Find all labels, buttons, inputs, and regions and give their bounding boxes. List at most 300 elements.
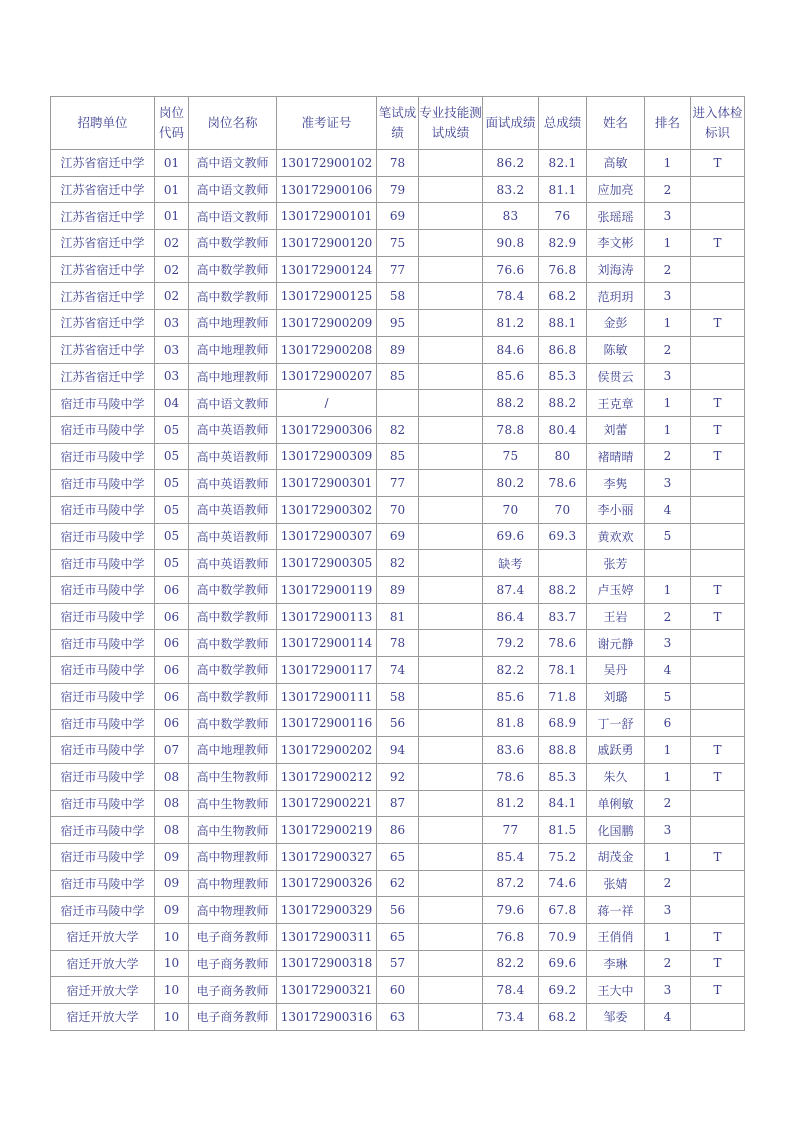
medical-mark-cell	[691, 496, 745, 523]
rank-cell: 3	[645, 817, 691, 844]
medical-mark-cell: T	[691, 150, 745, 177]
written-score-cell: 79	[377, 176, 419, 203]
post-code-cell: 07	[155, 737, 189, 764]
written-score-cell: 89	[377, 336, 419, 363]
post-code-cell: 01	[155, 176, 189, 203]
post-name-cell: 高中数学教师	[189, 283, 277, 310]
written-score-cell: 65	[377, 843, 419, 870]
unit-cell: 宿迁市马陵中学	[51, 577, 155, 604]
table-row	[51, 1004, 745, 1031]
ticket-no-cell: 130172900321	[277, 977, 377, 1004]
header-written-score: 笔试成绩	[377, 97, 419, 150]
written-score-cell: 77	[377, 470, 419, 497]
table-row	[51, 657, 745, 684]
table-row	[51, 843, 745, 870]
total-score-cell: 88.2	[539, 390, 587, 417]
post-name-cell: 高中英语教师	[189, 550, 277, 577]
name-cell: 刘海涛	[587, 256, 645, 283]
skill-score-cell	[419, 763, 483, 790]
name-cell: 张婧	[587, 870, 645, 897]
table-row	[51, 950, 745, 977]
post-name-cell: 高中英语教师	[189, 470, 277, 497]
ticket-no-cell: 130172900111	[277, 683, 377, 710]
rank-cell: 1	[645, 763, 691, 790]
skill-score-cell	[419, 737, 483, 764]
total-score-cell: 81.5	[539, 817, 587, 844]
skill-score-cell	[419, 710, 483, 737]
ticket-no-cell: 130172900207	[277, 363, 377, 390]
interview-score-cell: 87.4	[483, 577, 539, 604]
skill-score-cell	[419, 683, 483, 710]
ticket-no-cell: 130172900306	[277, 416, 377, 443]
unit-cell: 宿迁市马陵中学	[51, 657, 155, 684]
ticket-no-cell: 130172900116	[277, 710, 377, 737]
skill-score-cell	[419, 443, 483, 470]
written-score-cell: 56	[377, 710, 419, 737]
interview-score-cell: 86.2	[483, 150, 539, 177]
skill-score-cell	[419, 923, 483, 950]
ticket-no-cell: 130172900302	[277, 496, 377, 523]
written-score-cell: 78	[377, 630, 419, 657]
written-score-cell: 82	[377, 416, 419, 443]
name-cell: 王俏俏	[587, 923, 645, 950]
table-row	[51, 523, 745, 550]
table-row	[51, 737, 745, 764]
post-name-cell: 高中物理教师	[189, 870, 277, 897]
rank-cell: 1	[645, 230, 691, 257]
unit-cell: 宿迁市马陵中学	[51, 470, 155, 497]
ticket-no-cell: 130172900124	[277, 256, 377, 283]
post-name-cell: 电子商务教师	[189, 923, 277, 950]
medical-mark-cell: T	[691, 443, 745, 470]
medical-mark-cell	[691, 1004, 745, 1031]
rank-cell: 2	[645, 176, 691, 203]
rank-cell: 5	[645, 523, 691, 550]
post-name-cell: 高中英语教师	[189, 523, 277, 550]
written-score-cell: 82	[377, 550, 419, 577]
interview-score-cell: 84.6	[483, 336, 539, 363]
total-score-cell: 85.3	[539, 763, 587, 790]
table-row	[51, 256, 745, 283]
post-code-cell: 06	[155, 577, 189, 604]
unit-cell: 江苏省宿迁中学	[51, 283, 155, 310]
interview-score-cell: 79.6	[483, 897, 539, 924]
table-row	[51, 310, 745, 337]
interview-score-cell: 83	[483, 203, 539, 230]
name-cell: 张芳	[587, 550, 645, 577]
total-score-cell: 74.6	[539, 870, 587, 897]
medical-mark-cell: T	[691, 416, 745, 443]
interview-score-cell: 76.6	[483, 256, 539, 283]
skill-score-cell	[419, 336, 483, 363]
interview-score-cell: 82.2	[483, 657, 539, 684]
ticket-no-cell: 130172900114	[277, 630, 377, 657]
rank-cell: 1	[645, 150, 691, 177]
header-post-name: 岗位名称	[189, 97, 277, 150]
ticket-no-cell: /	[277, 390, 377, 417]
post-code-cell: 06	[155, 603, 189, 630]
rank-cell: 4	[645, 657, 691, 684]
skill-score-cell	[419, 310, 483, 337]
table-row	[51, 283, 745, 310]
written-score-cell: 85	[377, 443, 419, 470]
ticket-no-cell: 130172900221	[277, 790, 377, 817]
post-code-cell: 01	[155, 150, 189, 177]
interview-score-cell: 78.6	[483, 763, 539, 790]
post-code-cell: 08	[155, 817, 189, 844]
post-code-cell: 05	[155, 550, 189, 577]
name-cell: 谢元静	[587, 630, 645, 657]
name-cell: 侯贯云	[587, 363, 645, 390]
name-cell: 蒋一祥	[587, 897, 645, 924]
skill-score-cell	[419, 550, 483, 577]
post-code-cell: 10	[155, 977, 189, 1004]
medical-mark-cell	[691, 710, 745, 737]
table-row	[51, 683, 745, 710]
name-cell: 刘璐	[587, 683, 645, 710]
medical-mark-cell	[691, 176, 745, 203]
ticket-no-cell: 130172900305	[277, 550, 377, 577]
interview-score-cell: 81.2	[483, 790, 539, 817]
header-medical-mark: 进入体检标识	[691, 97, 745, 150]
unit-cell: 宿迁市马陵中学	[51, 496, 155, 523]
total-score-cell: 88.2	[539, 577, 587, 604]
ticket-no-cell: 130172900318	[277, 950, 377, 977]
table-row	[51, 977, 745, 1004]
written-score-cell: 69	[377, 203, 419, 230]
total-score-cell: 71.8	[539, 683, 587, 710]
name-cell: 褚晴晴	[587, 443, 645, 470]
header-post-code: 岗位代码	[155, 97, 189, 150]
interview-score-cell: 82.2	[483, 950, 539, 977]
written-score-cell: 92	[377, 763, 419, 790]
medical-mark-cell: T	[691, 577, 745, 604]
total-score-cell: 75.2	[539, 843, 587, 870]
medical-mark-cell: T	[691, 603, 745, 630]
name-cell: 张瑶瑶	[587, 203, 645, 230]
skill-score-cell	[419, 523, 483, 550]
post-code-cell: 05	[155, 470, 189, 497]
skill-score-cell	[419, 416, 483, 443]
header-unit: 招聘单位	[51, 97, 155, 150]
medical-mark-cell	[691, 550, 745, 577]
post-name-cell: 高中地理教师	[189, 336, 277, 363]
post-name-cell: 高中生物教师	[189, 817, 277, 844]
table-row	[51, 203, 745, 230]
total-score-cell	[539, 550, 587, 577]
table-row	[51, 577, 745, 604]
post-code-cell: 06	[155, 630, 189, 657]
ticket-no-cell: 130172900327	[277, 843, 377, 870]
post-code-cell: 02	[155, 230, 189, 257]
written-score-cell: 81	[377, 603, 419, 630]
total-score-cell: 86.8	[539, 336, 587, 363]
written-score-cell: 87	[377, 790, 419, 817]
post-name-cell: 高中生物教师	[189, 790, 277, 817]
medical-mark-cell	[691, 523, 745, 550]
post-name-cell: 高中地理教师	[189, 737, 277, 764]
name-cell: 黄欢欢	[587, 523, 645, 550]
table-body	[51, 150, 745, 1031]
table-row	[51, 336, 745, 363]
ticket-no-cell: 130172900307	[277, 523, 377, 550]
medical-mark-cell: T	[691, 737, 745, 764]
post-name-cell: 高中英语教师	[189, 443, 277, 470]
written-score-cell: 57	[377, 950, 419, 977]
post-name-cell: 高中英语教师	[189, 416, 277, 443]
table-row	[51, 150, 745, 177]
unit-cell: 江苏省宿迁中学	[51, 256, 155, 283]
unit-cell: 江苏省宿迁中学	[51, 310, 155, 337]
header-total-score: 总成绩	[539, 97, 587, 150]
skill-score-cell	[419, 790, 483, 817]
unit-cell: 宿迁市马陵中学	[51, 390, 155, 417]
name-cell: 李小丽	[587, 496, 645, 523]
post-name-cell: 高中语文教师	[189, 150, 277, 177]
interview-score-cell: 85.6	[483, 683, 539, 710]
name-cell: 陈敏	[587, 336, 645, 363]
total-score-cell: 69.6	[539, 950, 587, 977]
rank-cell: 2	[645, 603, 691, 630]
post-code-cell: 02	[155, 256, 189, 283]
medical-mark-cell: T	[691, 390, 745, 417]
medical-mark-cell	[691, 256, 745, 283]
skill-score-cell	[419, 577, 483, 604]
unit-cell: 江苏省宿迁中学	[51, 203, 155, 230]
skill-score-cell	[419, 630, 483, 657]
ticket-no-cell: 130172900113	[277, 603, 377, 630]
rank-cell: 3	[645, 470, 691, 497]
skill-score-cell	[419, 230, 483, 257]
written-score-cell: 94	[377, 737, 419, 764]
post-name-cell: 高中数学教师	[189, 256, 277, 283]
header-name: 姓名	[587, 97, 645, 150]
rank-cell: 1	[645, 310, 691, 337]
post-name-cell: 高中语文教师	[189, 390, 277, 417]
post-name-cell: 高中生物教师	[189, 763, 277, 790]
total-score-cell: 70	[539, 496, 587, 523]
ticket-no-cell: 130172900212	[277, 763, 377, 790]
ticket-no-cell: 130172900102	[277, 150, 377, 177]
post-code-cell: 06	[155, 710, 189, 737]
table-row	[51, 870, 745, 897]
unit-cell: 江苏省宿迁中学	[51, 176, 155, 203]
skill-score-cell	[419, 817, 483, 844]
name-cell: 王大中	[587, 977, 645, 1004]
rank-cell: 2	[645, 443, 691, 470]
skill-score-cell	[419, 256, 483, 283]
post-name-cell: 高中数学教师	[189, 683, 277, 710]
written-score-cell: 74	[377, 657, 419, 684]
unit-cell: 江苏省宿迁中学	[51, 230, 155, 257]
skill-score-cell	[419, 283, 483, 310]
post-name-cell: 高中数学教师	[189, 230, 277, 257]
rank-cell: 3	[645, 283, 691, 310]
interview-score-cell: 69.6	[483, 523, 539, 550]
written-score-cell: 77	[377, 256, 419, 283]
interview-score-cell: 缺考	[483, 550, 539, 577]
post-name-cell: 电子商务教师	[189, 1004, 277, 1031]
written-score-cell: 85	[377, 363, 419, 390]
post-name-cell: 高中语文教师	[189, 176, 277, 203]
rank-cell: 1	[645, 390, 691, 417]
total-score-cell: 84.1	[539, 790, 587, 817]
total-score-cell: 78.6	[539, 470, 587, 497]
medical-mark-cell: T	[691, 923, 745, 950]
name-cell: 王克章	[587, 390, 645, 417]
unit-cell: 宿迁市马陵中学	[51, 523, 155, 550]
written-score-cell: 89	[377, 577, 419, 604]
ticket-no-cell: 130172900120	[277, 230, 377, 257]
ticket-no-cell: 130172900125	[277, 283, 377, 310]
medical-mark-cell: T	[691, 763, 745, 790]
rank-cell: 1	[645, 577, 691, 604]
skill-score-cell	[419, 603, 483, 630]
total-score-cell: 69.3	[539, 523, 587, 550]
unit-cell: 江苏省宿迁中学	[51, 363, 155, 390]
table-row	[51, 390, 745, 417]
total-score-cell: 70.9	[539, 923, 587, 950]
post-code-cell: 06	[155, 683, 189, 710]
unit-cell: 宿迁市马陵中学	[51, 817, 155, 844]
post-name-cell: 高中数学教师	[189, 630, 277, 657]
skill-score-cell	[419, 897, 483, 924]
ticket-no-cell: 130172900311	[277, 923, 377, 950]
written-score-cell: 58	[377, 283, 419, 310]
table-row	[51, 603, 745, 630]
interview-score-cell: 83.2	[483, 176, 539, 203]
rank-cell: 5	[645, 683, 691, 710]
post-code-cell: 03	[155, 310, 189, 337]
rank-cell: 3	[645, 897, 691, 924]
table-row	[51, 763, 745, 790]
interview-score-cell: 85.4	[483, 843, 539, 870]
ticket-no-cell: 130172900209	[277, 310, 377, 337]
post-code-cell: 10	[155, 1004, 189, 1031]
rank-cell: 4	[645, 496, 691, 523]
interview-score-cell: 70	[483, 496, 539, 523]
ticket-no-cell: 130172900309	[277, 443, 377, 470]
interview-score-cell: 78.8	[483, 416, 539, 443]
interview-score-cell: 81.2	[483, 310, 539, 337]
post-code-cell: 08	[155, 763, 189, 790]
interview-score-cell: 86.4	[483, 603, 539, 630]
interview-score-cell: 78.4	[483, 977, 539, 1004]
interview-score-cell: 75	[483, 443, 539, 470]
medical-mark-cell: T	[691, 230, 745, 257]
post-code-cell: 06	[155, 657, 189, 684]
table-row	[51, 897, 745, 924]
skill-score-cell	[419, 657, 483, 684]
post-code-cell: 01	[155, 203, 189, 230]
written-score-cell: 75	[377, 230, 419, 257]
post-name-cell: 高中物理教师	[189, 897, 277, 924]
interview-score-cell: 76.8	[483, 923, 539, 950]
name-cell: 戚跃勇	[587, 737, 645, 764]
post-name-cell: 高中数学教师	[189, 657, 277, 684]
ticket-no-cell: 130172900326	[277, 870, 377, 897]
unit-cell: 宿迁市马陵中学	[51, 443, 155, 470]
post-name-cell: 电子商务教师	[189, 977, 277, 1004]
rank-cell: 2	[645, 950, 691, 977]
unit-cell: 江苏省宿迁中学	[51, 150, 155, 177]
unit-cell: 江苏省宿迁中学	[51, 336, 155, 363]
medical-mark-cell: T	[691, 950, 745, 977]
unit-cell: 宿迁市马陵中学	[51, 683, 155, 710]
ticket-no-cell: 130172900101	[277, 203, 377, 230]
post-code-cell: 05	[155, 416, 189, 443]
table-row	[51, 363, 745, 390]
skill-score-cell	[419, 1004, 483, 1031]
table-row	[51, 176, 745, 203]
total-score-cell: 78.1	[539, 657, 587, 684]
skill-score-cell	[419, 496, 483, 523]
total-score-cell: 67.8	[539, 897, 587, 924]
rank-cell: 2	[645, 870, 691, 897]
unit-cell: 宿迁市马陵中学	[51, 763, 155, 790]
ticket-no-cell: 130172900329	[277, 897, 377, 924]
name-cell: 刘蕾	[587, 416, 645, 443]
written-score-cell	[377, 390, 419, 417]
ticket-no-cell: 130172900219	[277, 817, 377, 844]
total-score-cell: 83.7	[539, 603, 587, 630]
table-row	[51, 923, 745, 950]
table-row	[51, 817, 745, 844]
name-cell: 李文彬	[587, 230, 645, 257]
medical-mark-cell	[691, 283, 745, 310]
post-code-cell: 10	[155, 923, 189, 950]
interview-score-cell: 90.8	[483, 230, 539, 257]
name-cell: 单俐敏	[587, 790, 645, 817]
post-code-cell: 08	[155, 790, 189, 817]
post-name-cell: 高中数学教师	[189, 603, 277, 630]
written-score-cell: 69	[377, 523, 419, 550]
table-row	[51, 496, 745, 523]
rank-cell: 1	[645, 843, 691, 870]
total-score-cell: 76	[539, 203, 587, 230]
medical-mark-cell	[691, 897, 745, 924]
unit-cell: 宿迁开放大学	[51, 1004, 155, 1031]
total-score-cell: 80.4	[539, 416, 587, 443]
post-code-cell: 09	[155, 843, 189, 870]
rank-cell: 6	[645, 710, 691, 737]
written-score-cell: 95	[377, 310, 419, 337]
post-name-cell: 高中地理教师	[189, 363, 277, 390]
name-cell: 丁一舒	[587, 710, 645, 737]
post-code-cell: 09	[155, 870, 189, 897]
total-score-cell: 88.8	[539, 737, 587, 764]
interview-score-cell: 80.2	[483, 470, 539, 497]
total-score-cell: 76.8	[539, 256, 587, 283]
written-score-cell: 86	[377, 817, 419, 844]
post-code-cell: 05	[155, 496, 189, 523]
post-name-cell: 高中物理教师	[189, 843, 277, 870]
name-cell: 李隽	[587, 470, 645, 497]
post-name-cell: 高中数学教师	[189, 577, 277, 604]
rank-cell: 3	[645, 363, 691, 390]
name-cell: 邹委	[587, 1004, 645, 1031]
skill-score-cell	[419, 390, 483, 417]
total-score-cell: 85.3	[539, 363, 587, 390]
table-row	[51, 230, 745, 257]
header-skill-score: 专业技能测试成绩	[419, 97, 483, 150]
unit-cell: 宿迁市马陵中学	[51, 603, 155, 630]
medical-mark-cell: T	[691, 843, 745, 870]
unit-cell: 宿迁开放大学	[51, 923, 155, 950]
total-score-cell: 88.1	[539, 310, 587, 337]
name-cell: 应加亮	[587, 176, 645, 203]
rank-cell: 1	[645, 923, 691, 950]
